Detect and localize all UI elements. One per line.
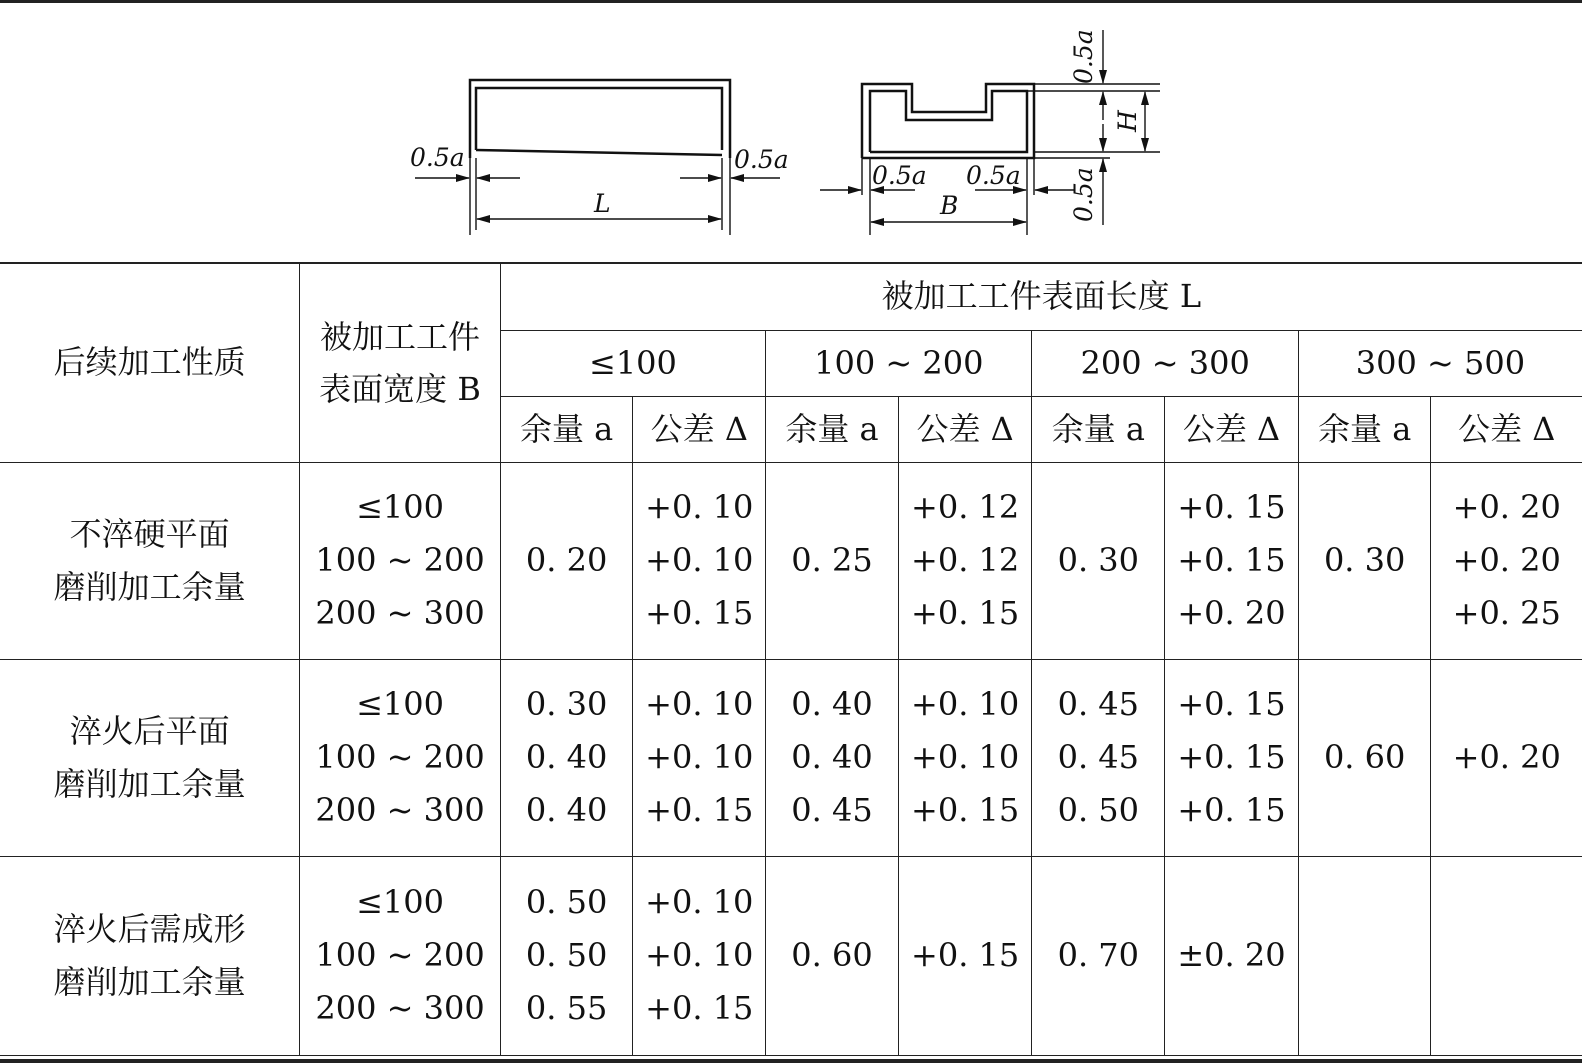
- tolerance-cell: [1431, 856, 1582, 1055]
- tolerance-cell: +0. 10 +0. 10 +0. 15: [633, 856, 766, 1055]
- tolerance-cell: +0. 20: [1431, 659, 1582, 856]
- header-allowance-1: 余量 a: [500, 396, 633, 462]
- tolerance-cell: +0. 10 +0. 10 +0. 15: [898, 659, 1032, 856]
- tolerance-cell: +0. 10 +0. 10 +0. 15: [633, 462, 766, 659]
- label-left-half-a: 0.5a: [410, 143, 465, 172]
- allowance-cell: 0. 45 0. 45 0. 50: [1032, 659, 1165, 856]
- header-allowance-3: 余量 a: [1032, 396, 1165, 462]
- header-process: 后续加工性质: [0, 263, 300, 462]
- label-b-right-half-a: 0.5a: [966, 161, 1021, 190]
- label-width-B: B: [940, 191, 959, 220]
- allowance-cell: 0. 60: [766, 856, 899, 1055]
- header-range-3: 200 ~ 300: [1032, 330, 1298, 396]
- allowance-cell: [1298, 856, 1431, 1055]
- header-allowance-2: 余量 a: [766, 396, 899, 462]
- label-right-half-a: 0.5a: [734, 145, 789, 174]
- tolerance-cell: +0. 10 +0. 10 +0. 15: [633, 659, 766, 856]
- allowance-cell: 0. 30: [1298, 462, 1431, 659]
- label-top-half-a: 0.5a: [1069, 29, 1098, 84]
- process-name: 淬火后需成形 磨削加工余量: [0, 856, 300, 1055]
- label-height-H: H: [1113, 110, 1142, 132]
- width-range-cell: ≤100 100 ~ 200 200 ~ 300: [300, 462, 501, 659]
- header-range-2: 100 ~ 200: [766, 330, 1032, 396]
- tolerance-cell: +0. 15 +0. 15 +0. 20: [1165, 462, 1299, 659]
- right-workpiece: [862, 84, 1160, 235]
- tolerance-cell: +0. 15: [898, 856, 1032, 1055]
- bottom-rule: [0, 1059, 1582, 1063]
- label-b-left-half-a: 0.5a: [872, 161, 927, 190]
- allowance-cell: 0. 30: [1032, 462, 1165, 659]
- allowance-cell: 0. 60: [1298, 659, 1431, 856]
- process-name: 淬火后平面 磨削加工余量: [0, 659, 300, 856]
- tolerance-cell: ±0. 20: [1165, 856, 1299, 1055]
- header-tolerance-4: 公差 Δ: [1431, 396, 1582, 462]
- header-range-1: ≤100: [500, 330, 765, 396]
- header-tolerance-3: 公差 Δ: [1165, 396, 1299, 462]
- tolerance-cell: +0. 15 +0. 15 +0. 15: [1165, 659, 1299, 856]
- header-range-4: 300 ~ 500: [1298, 330, 1582, 396]
- allowance-table: [0, 262, 1582, 1056]
- width-range-cell: ≤100 100 ~ 200 200 ~ 300: [300, 856, 501, 1055]
- allowance-cell: 0. 50 0. 50 0. 55: [500, 856, 633, 1055]
- allowance-cell: 0. 40 0. 40 0. 45: [766, 659, 899, 856]
- header-tolerance-1: 公差 Δ: [633, 396, 766, 462]
- header-allowance-4: 余量 a: [1298, 396, 1431, 462]
- label-bottom-half-a: 0.5a: [1069, 167, 1098, 222]
- header-tolerance-2: 公差 Δ: [898, 396, 1032, 462]
- allowance-cell: 0. 70: [1032, 856, 1165, 1055]
- label-length-L: L: [594, 189, 611, 218]
- allowance-cell: 0. 20: [500, 462, 633, 659]
- allowance-cell: 0. 30 0. 40 0. 40: [500, 659, 633, 856]
- dimension-sketch: [0, 0, 1582, 262]
- width-range-cell: ≤100 100 ~ 200 200 ~ 300: [300, 659, 501, 856]
- process-name: 不淬硬平面 磨削加工余量: [0, 462, 300, 659]
- tolerance-cell: +0. 12 +0. 12 +0. 15: [898, 462, 1032, 659]
- table-row: [0, 856, 1582, 1055]
- header-width-B: 被加工工件 表面宽度 B: [300, 263, 501, 462]
- tolerance-cell: +0. 20 +0. 20 +0. 25: [1431, 462, 1582, 659]
- allowance-cell: 0. 25: [766, 462, 899, 659]
- header-length-L: 被加工工件表面长度 L: [500, 263, 1582, 330]
- table-row: [0, 659, 1582, 856]
- table-row: [0, 462, 1582, 659]
